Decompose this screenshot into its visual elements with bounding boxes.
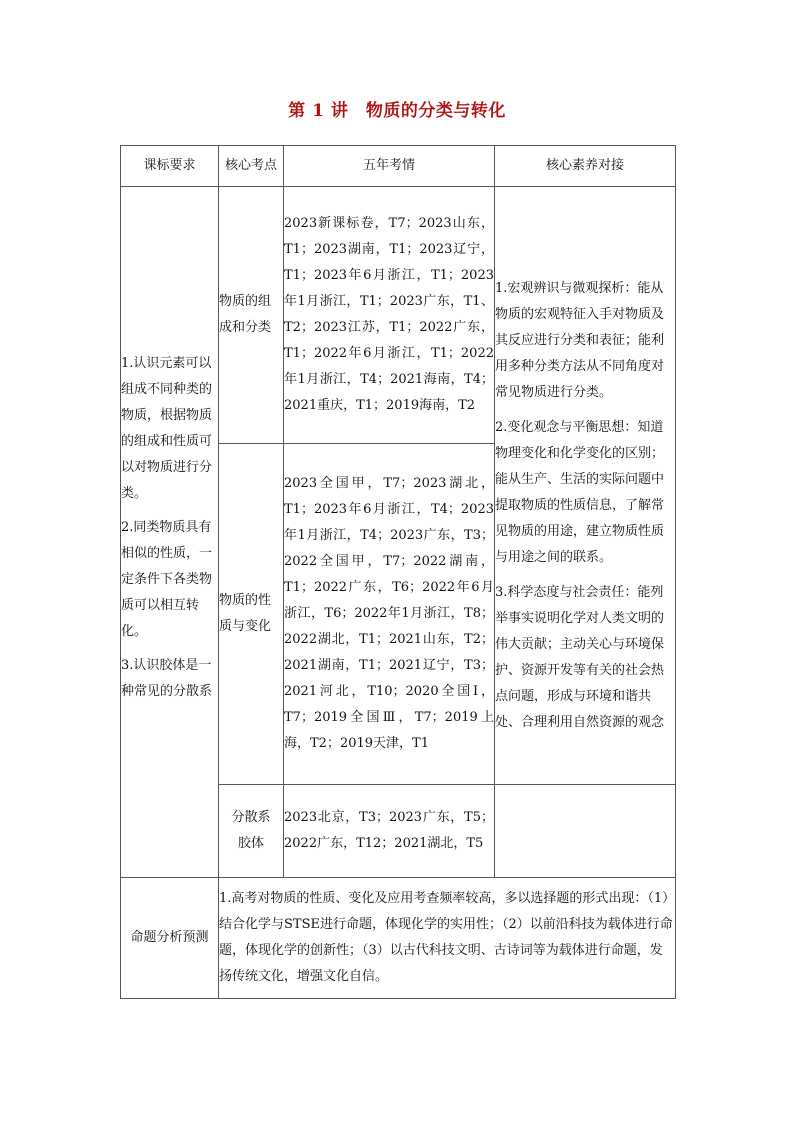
curriculum-table — [120, 145, 676, 999]
topic-exams: 2023新课标卷，T7；2023山东，T1；2023湖南，T1；2023辽宁，T1；2023年6月浙江，T1；2023年1月浙江，T1；2023广东，T1、T2；2023江苏，T1；2022广东，T1；2022年6月浙江，T1；2022年1月浙江，T4；2021海南，T4；2021重庆，T1；2019海南，T2 — [284, 187, 495, 444]
requirement-item: 3.认识胶体是一种常见的分散系 — [121, 658, 213, 699]
analysis-text: 1.高考对物质的性质、变化及应用考查频率较高，多以选择题的形式出现：（1）结合化学与STSE进行命题，体现化学的实用性；（2）以前沿科技为载体进行命题，体现化学的创新性；（3）以古代科技文明、古诗词等为载体进行命题，发扬传统文化，增强文化自信。 — [219, 878, 676, 999]
header-topics: 核心考点 — [219, 146, 284, 187]
header-exams: 五年考情 — [284, 146, 495, 187]
requirement-item: 2.同类物质具有相似的性质，一定条件下各类物质可以相互转化。 — [121, 520, 213, 639]
topic-name: 物质的组成和分类 — [219, 187, 284, 444]
empty-cell — [495, 785, 676, 878]
topic-name: 物质的性质与变化 — [219, 444, 284, 785]
topic-exams: 2023全国甲，T7；2023湖北，T1；2023年6月浙江，T4；2023年1月浙江，T4；2023广东，T3；2022全国甲，T7；2022湖南，T1；2022广东，T6；2022年6月浙江，T6；2022年1月浙江，T8；2022湖北，T1；2021山东，T2；2021湖南，T1；2021辽宁，T3；2021河北，T10；2020全国Ⅰ，T7；2019全国Ⅲ，T7；2019上海，T2；2019天津，T1 — [284, 444, 495, 785]
table-header-row — [121, 146, 676, 187]
header-core-literacy: 核心素养对接 — [495, 146, 676, 187]
analysis-label: 命题分析预测 — [121, 878, 219, 999]
table-row — [121, 187, 676, 444]
page-title: 第 1 讲 物质的分类与转化 — [288, 101, 506, 121]
topic-name: 分散系胶体 — [219, 785, 284, 878]
core-literacy-cell — [495, 187, 676, 785]
core-literacy-item: 2.变化观念与平衡思想：知道物理变化和化学变化的区别；能从生产、生活的实际问题中提取物质的性质信息，了解常见物质的用途，建立物质性质与用途之间的联系。 — [495, 420, 665, 565]
header-requirements: 课标要求 — [121, 146, 219, 187]
analysis-row — [121, 878, 676, 999]
core-literacy-item: 1.宏观辨识与微观探析：能从物质的宏观特征入手对物质及其反应进行分类和表征；能利用多种分类方法从不同角度对常见物质进行分类。 — [495, 281, 665, 400]
requirements-cell — [121, 187, 219, 878]
core-literacy-item: 3.科学态度与社会责任：能列举事实说明化学对人类文明的伟大贡献；主动关心与环境保护、资源开发等有关的社会热点问题，形成与环境和谐共处、合理利用自然资源的观念 — [495, 585, 665, 730]
requirement-item: 1.认识元素可以组成不同种类的物质，根据物质的组成和性质可以对物质进行分类。 — [121, 356, 213, 501]
topic-exams: 2023北京，T3；2023广东，T5；2022广东，T12；2021湖北，T5 — [284, 785, 495, 878]
